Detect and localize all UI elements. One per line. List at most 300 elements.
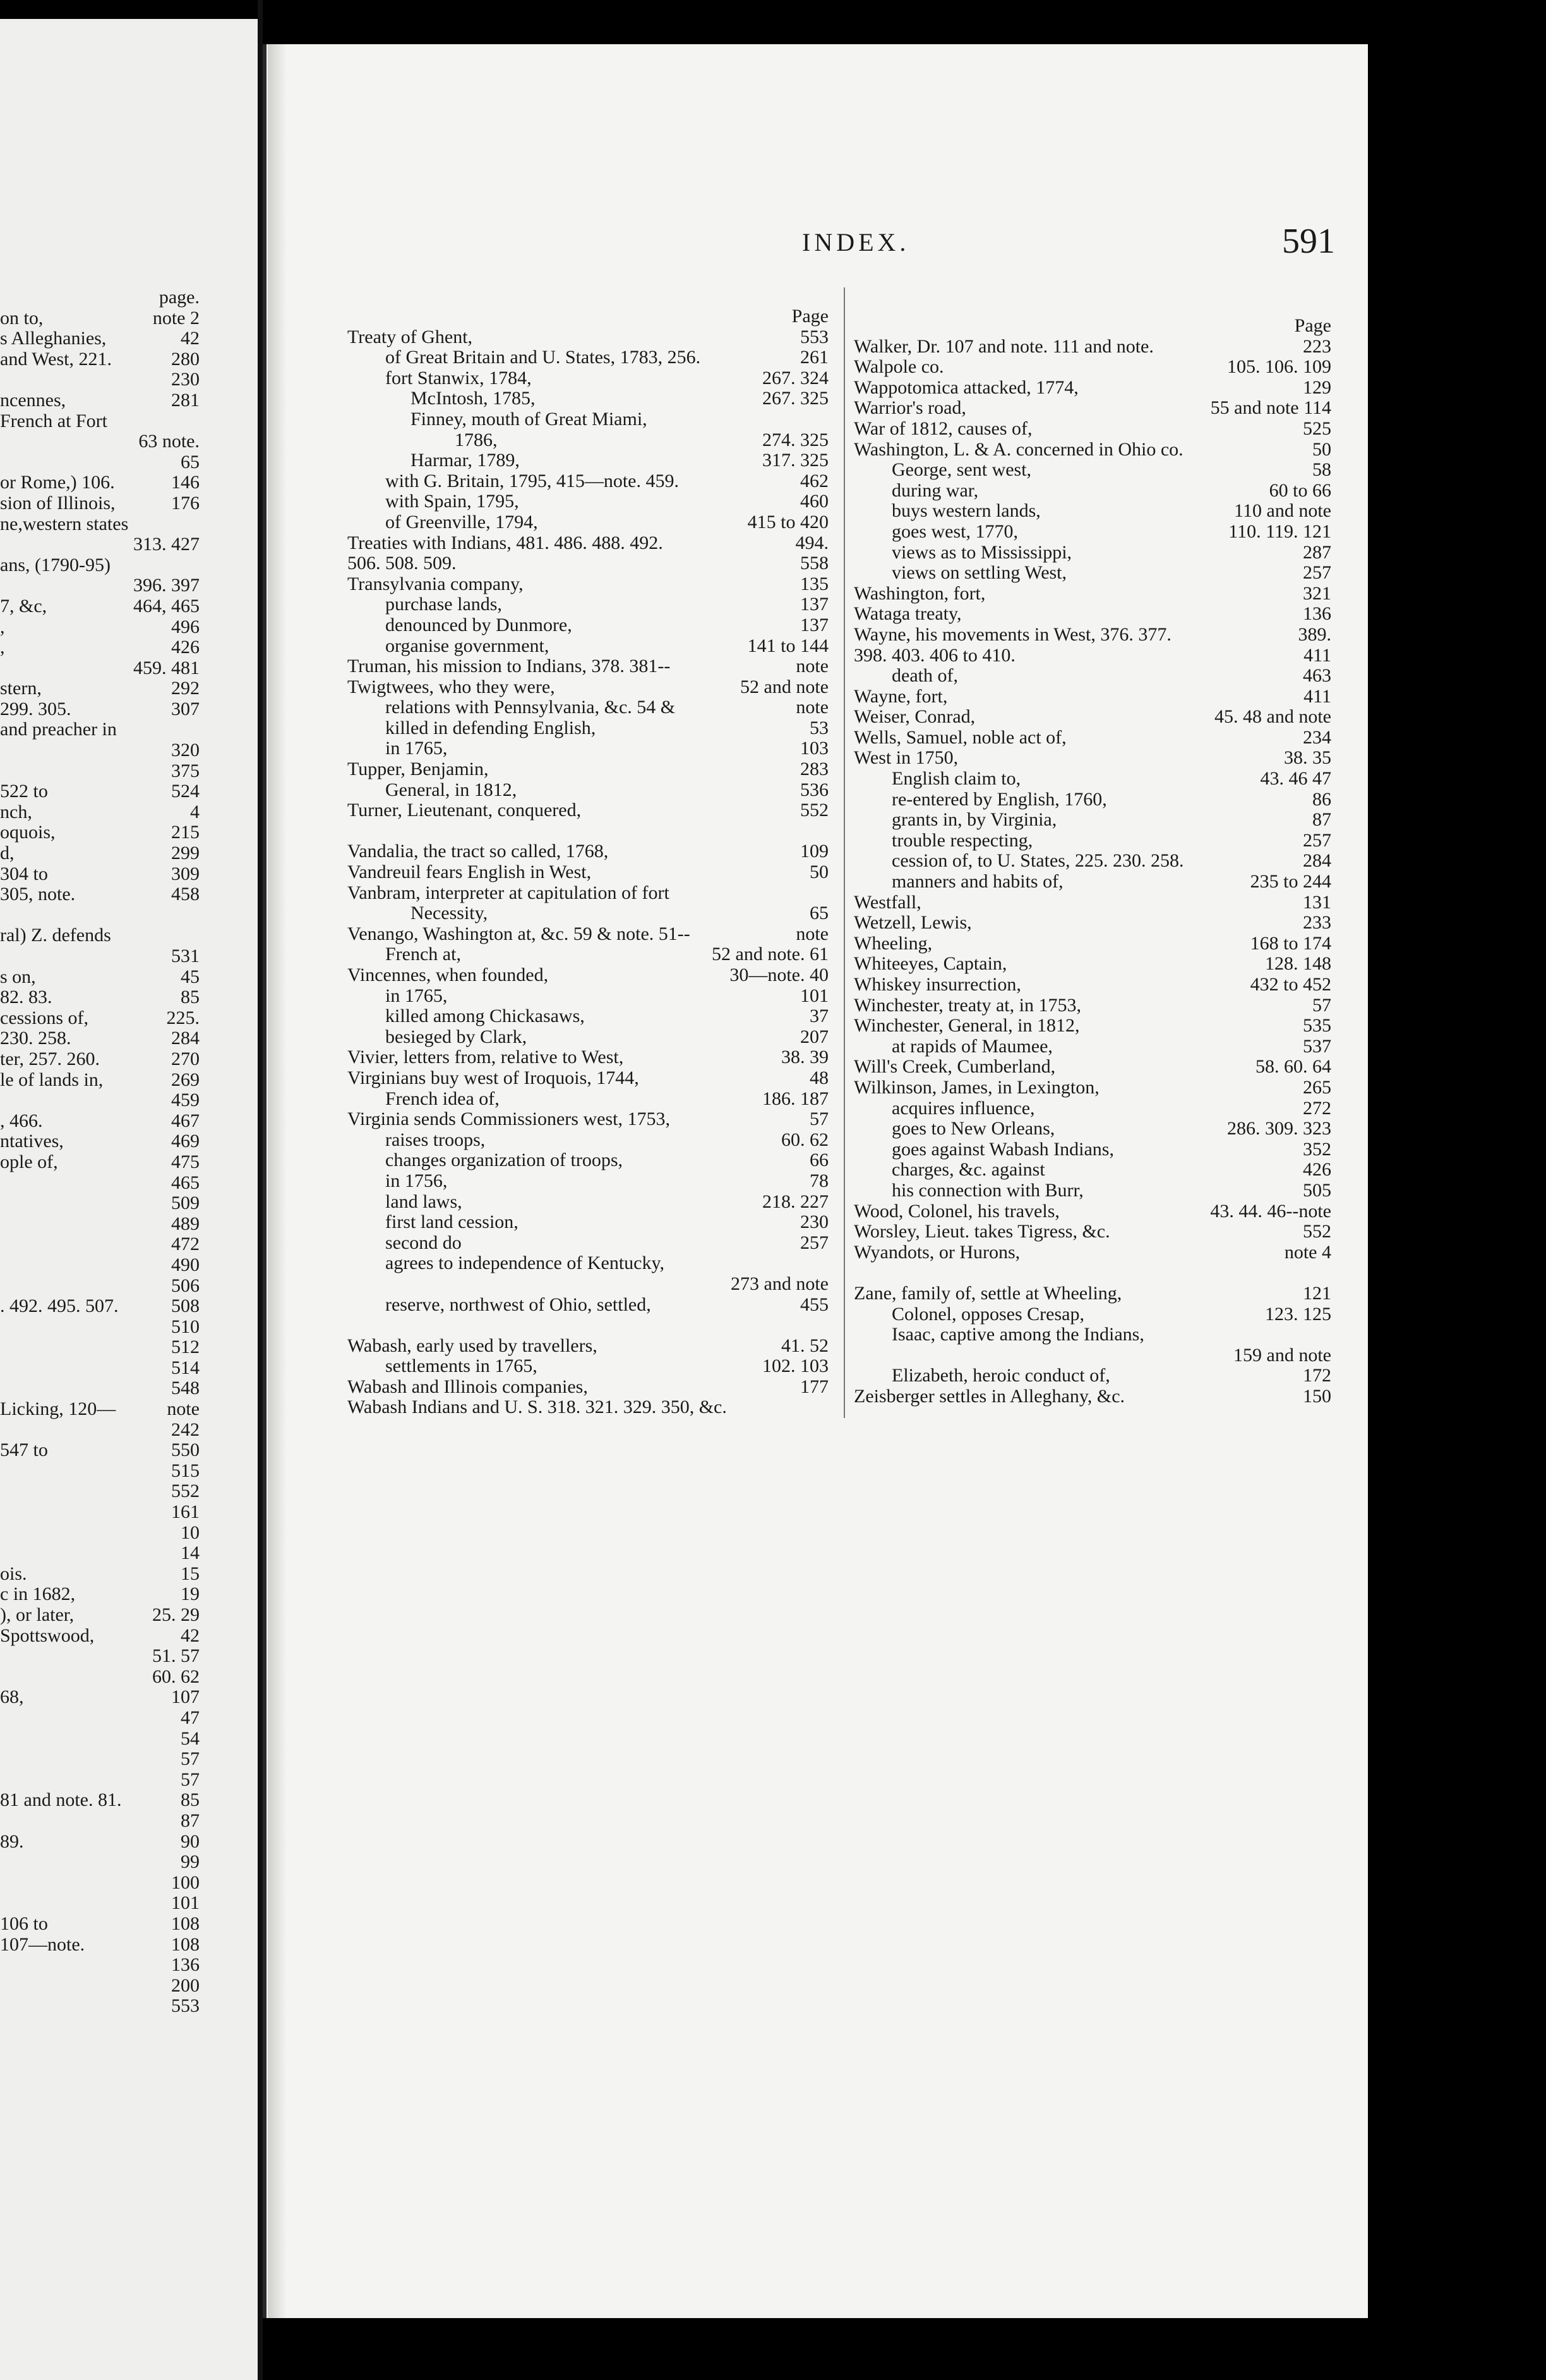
entry-text: ople of, [0,1151,58,1172]
entry-pages: 317. 325 [762,450,829,471]
index-entry [347,1047,829,1068]
entry-text: and West, 221. [0,348,112,370]
entry-pages: 284 [1303,850,1331,872]
entry-text: cessions of, [0,1007,88,1028]
entry-pages: 284 [171,1028,200,1049]
index-entry [347,821,829,842]
index-entry [0,822,200,843]
entry-pages: 552 [171,1481,200,1502]
entry-text: changes organization of troops, [385,1150,623,1171]
entry-text: Twigtwees, who they were, [347,676,555,697]
entry-pages: 464, 465 [133,595,200,616]
entry-pages: 267. 325 [762,388,829,409]
entry-pages: 186. 187 [762,1088,829,1109]
entry-text: 299. 305. [0,698,71,719]
entry-text: first land cession, [385,1211,518,1233]
entry-pages: 52 and note. 61 [712,944,829,965]
index-entry [0,637,200,658]
index-entry [347,1253,829,1274]
entry-pages: 273 and note [731,1273,829,1294]
entry-pages: 107 [171,1686,200,1708]
index-entry [347,924,829,945]
index-entry [347,327,829,348]
entry-pages: 58 [1312,459,1331,481]
entry-text: Virginians buy west of Iroquois, 1744, [347,1067,639,1088]
entry-text: 506. 508. 509. [347,553,457,574]
entry-pages: 57 [181,1769,200,1790]
entry-pages: 432 to 452 [1250,974,1331,995]
entry-text: Wells, Samuel, noble act of, [854,726,1067,748]
entry-pages: 60 to 66 [1269,479,1331,501]
entry-pages: 274. 325 [762,429,829,450]
index-entry [347,1377,829,1398]
entry-pages: 375 [171,760,200,781]
entry-text: Virginia sends Commissioners west, 1753, [347,1109,670,1130]
index-column-2 [854,316,1331,1407]
entry-pages: 47 [181,1707,200,1728]
index-entry [854,563,1331,584]
index-entry [347,512,829,533]
entry-text: Turner, Lieutenant, conquered, [347,800,582,821]
entry-text: 82. 83. [0,987,52,1008]
entry-text: Vandalia, the tract so called, 1768, [347,841,609,862]
entry-text: organise government, [385,635,549,656]
entry-pages: 553 [171,1995,200,2017]
index-entry [347,903,829,924]
index-entry [0,349,200,370]
index-entry [0,1296,200,1317]
index-entry [0,905,200,926]
index-entry [347,1089,829,1110]
entry-pages: 200 [171,1974,200,1996]
entry-pages: note 2 [152,307,200,328]
entry-text: George, sent west, [892,459,1032,481]
entry-text: settlements in 1765, [385,1355,537,1377]
index-entry [0,1523,200,1544]
entry-pages: 78 [810,1170,829,1191]
entry-pages: 43. 46 47 [1260,768,1331,790]
entry-pages: 87 [181,1810,200,1831]
entry-pages: 100 [171,1872,200,1893]
entry-text: ral) Z. defends [0,925,111,946]
index-entry [854,1304,1331,1325]
entry-pages: 396. 397 [133,575,200,596]
entry-pages: 52 and note [740,676,829,697]
index-entry [347,491,829,512]
index-entry [0,514,200,535]
entry-pages: 54 [181,1728,200,1749]
entry-pages: 137 [800,614,829,635]
index-entry [854,1139,1331,1160]
entry-pages: 55 and note 114 [1210,397,1331,419]
entry-text: Wappotomica attacked, 1774, [854,376,1079,398]
entry-pages: 313. 427 [133,534,200,555]
entry-text: Truman, his mission to Indians, 378. 381-- [347,656,671,677]
entry-pages: 411 [1303,685,1331,707]
entry-text: , [0,616,5,637]
entry-pages: 490 [171,1254,200,1275]
index-entry [0,431,200,452]
entry-text: Westfall, [854,891,921,913]
entry-pages: 508 [171,1295,200,1317]
index-entry [854,1016,1331,1037]
entry-pages: 307 [171,698,200,719]
entry-text: ), or later, [0,1604,75,1625]
entry-text: land laws, [385,1191,462,1212]
entry-pages: 176 [171,492,200,514]
entry-text: of Greenville, 1794, [385,511,538,532]
entry-pages: 141 to 144 [747,635,829,656]
entry-pages: 235 to 244 [1250,871,1331,892]
entry-pages: 53 [810,717,829,738]
entry-pages: 460 [800,491,829,512]
entry-text: 304 to [0,863,48,884]
entry-pages: note [796,656,829,677]
entry-pages: 108 [171,1933,200,1955]
entry-pages: 101 [800,985,829,1006]
entry-text: 398. 403. 406 to 410. [854,644,1016,666]
entry-pages: 550 [171,1439,200,1461]
entry-text: Walpole co. [854,356,944,378]
entry-pages: 467 [171,1110,200,1131]
column-divider [844,287,845,1418]
index-entry [854,1037,1331,1057]
entry-text: c in 1682, [0,1584,76,1605]
entry-text: in 1756, [385,1170,448,1191]
entry-pages: 168 to 174 [1250,932,1331,954]
entry-pages: 411 [1303,644,1331,666]
index-entry [0,1996,200,2017]
entry-text: 107—note. [0,1933,85,1955]
entry-pages: 512 [171,1337,200,1358]
entry-pages: 535 [1303,1015,1331,1037]
entry-pages: 469 [171,1131,200,1152]
left-index-column [0,287,200,2017]
index-entry [854,748,1331,769]
index-entry [347,1130,829,1151]
entry-pages: 261 [800,347,829,368]
entry-text: grants in, by Virginia, [892,809,1057,831]
entry-pages: 505 [1303,1179,1331,1201]
index-entry [854,790,1331,810]
entry-text: 547 to [0,1439,48,1461]
index-entry [854,1263,1331,1283]
entry-text: Wheeling, [854,932,933,954]
index-entry [854,522,1331,543]
index-entry [854,460,1331,481]
index-entry [854,584,1331,604]
scan-border [1368,0,1546,2380]
entry-text: views on settling West, [892,562,1067,584]
entry-pages: 65 [810,903,829,924]
index-entry [0,1461,200,1482]
entry-pages: 45 [181,966,200,987]
page-label: Page [791,306,829,327]
entry-text: oquois, [0,822,56,843]
index-entry [0,452,200,473]
index-entry [0,1234,200,1255]
index-entry [347,677,829,698]
entry-text: Washington, fort, [854,582,986,604]
entry-text: relations with Pennsylvania, &c. 54 & [385,697,676,718]
entry-pages: 415 to 420 [747,511,829,532]
entry-text: Licking, 120— [0,1398,116,1420]
entry-text: on to, [0,307,44,328]
index-entry [347,862,829,883]
entry-pages: 552 [800,800,829,821]
index-entry [0,1173,200,1194]
index-entry [347,1397,829,1418]
index-entry [0,1626,200,1647]
index-entry [854,666,1331,687]
index-entry [854,481,1331,502]
entry-text: Wood, Colonel, his travels, [854,1200,1060,1222]
entry-pages: 558 [800,553,829,574]
entry-pages: 489 [171,1213,200,1234]
index-entry [347,471,829,492]
index-entry [854,398,1331,419]
index-entry [347,430,829,451]
entry-text: 7, &c, [0,595,47,616]
entry-pages: note [796,697,829,718]
entry-pages: 150 [1303,1385,1331,1407]
entry-pages: 135 [800,573,829,594]
index-entry [854,378,1331,399]
index-entry [347,1295,829,1316]
entry-text: his connection with Burr, [892,1179,1084,1201]
index-entry [0,1935,200,1956]
index-entry [0,1090,200,1111]
entry-pages: 455 [800,1294,829,1315]
entry-text: Wabash Indians and U. S. 318. 321. 329. 350, &c. [347,1397,727,1418]
index-entry [854,625,1331,646]
entry-pages: 123. 125 [1265,1303,1331,1325]
entry-pages: 426 [1303,1159,1331,1181]
index-entry [0,1337,200,1358]
entry-pages: 524 [171,781,200,802]
entry-text: French at, [385,944,461,965]
index-entry [347,944,829,965]
index-entry [347,1171,829,1192]
index-entry [347,450,829,471]
entry-text: French at Fort [0,410,107,431]
index-column-1 [347,306,829,1418]
index-entry [0,925,200,946]
entry-text: le of lands in, [0,1069,104,1090]
entry-pages: 129 [1303,376,1331,398]
index-entry [347,409,829,430]
index-entry [0,864,200,885]
index-entry [0,1214,200,1235]
entry-pages: 269 [171,1069,200,1090]
index-entry [0,1028,200,1049]
index-entry [854,872,1331,892]
entry-pages: 48 [810,1067,829,1088]
index-entry [854,995,1331,1016]
entry-text: Treaties with Indians, 481. 486. 488. 492. [347,532,663,553]
index-entry [0,1481,200,1502]
entry-pages: 462 [800,470,829,491]
index-entry [0,1564,200,1585]
entry-text: Walker, Dr. 107 and note. 111 and note. [854,335,1154,357]
index-entry [0,884,200,905]
entry-text: Zane, family of, settle at Wheeling, [854,1282,1122,1304]
index-entry [854,831,1331,851]
entry-text: second do [385,1232,462,1253]
entry-pages: 42 [181,328,200,349]
entry-text: Wabash and Illinois companies, [347,1376,588,1397]
index-entry [0,1193,200,1214]
entry-pages: 85 [181,987,200,1008]
index-entry [0,1914,200,1935]
entry-pages: 65 [181,451,200,472]
index-entry [347,800,829,821]
entry-text: s Alleghanies, [0,328,107,349]
entry-pages: 472 [171,1234,200,1255]
index-entry [854,1057,1331,1078]
index-entry [347,1356,829,1377]
entry-pages: 99 [181,1851,200,1873]
index-entry [0,658,200,679]
index-entry [347,553,829,574]
index-entry [0,534,200,555]
entry-text: 230. 258. [0,1028,71,1049]
index-entry [347,759,829,780]
entry-text: goes west, 1770, [892,520,1018,542]
index-entry [854,1242,1331,1263]
entry-text: raises troops, [385,1129,486,1150]
entry-text: in 1765, [385,738,448,759]
entry-text: in 1765, [385,985,448,1006]
index-entry [854,1366,1331,1386]
entry-pages: 85 [181,1789,200,1811]
index-entry [854,1160,1331,1181]
index-entry [0,575,200,596]
entry-text: Warrior's road, [854,397,966,419]
entry-text: Washington, L. & A. concerned in Ohio co. [854,438,1183,460]
entry-pages: 321 [1303,582,1331,604]
page-title: INDEX. [802,228,910,256]
entry-pages: 25. 29 [152,1604,200,1625]
entry-pages: 136 [171,1954,200,1976]
entry-pages: 45. 48 and note [1214,706,1331,728]
entry-text: Wayne, fort, [854,685,948,707]
entry-pages: 161 [171,1501,200,1523]
entry-pages: 137 [800,594,829,615]
entry-text: 522 to [0,781,48,802]
index-entry [0,1873,200,1894]
index-entry [0,843,200,864]
index-entry [347,1315,829,1336]
index-entry [0,370,200,390]
index-entry [347,1109,829,1130]
index-entry [854,892,1331,913]
entry-pages: 515 [171,1460,200,1481]
index-entry [0,699,200,720]
entry-text: during war, [892,479,979,501]
index-entry [0,1131,200,1152]
entry-text: s on, [0,966,36,987]
entry-pages: 60. 62 [781,1129,829,1150]
entry-pages: 50 [1312,438,1331,460]
entry-text: Colonel, opposes Cresap, [892,1303,1084,1325]
entry-pages: 257 [800,1232,829,1253]
index-entry [854,1283,1331,1304]
entry-pages: 257 [1303,562,1331,584]
entry-text: goes against Wabash Indians, [892,1138,1114,1160]
entry-pages: 287 [1303,541,1331,563]
index-entry [347,388,829,409]
index-entry [347,697,829,718]
entry-pages: 270 [171,1048,200,1069]
index-entry [0,1276,200,1297]
index-entry [0,1420,200,1441]
index-entry [0,1317,200,1338]
entry-pages: 514 [171,1357,200,1378]
entry-text: Transylvania company, [347,573,524,594]
index-entry [347,636,829,657]
entry-text: Vandreuil fears English in West, [347,862,592,883]
index-entry [854,1345,1331,1366]
entry-pages: 459 [171,1090,200,1111]
entry-pages: 4 [190,801,200,822]
index-entry [0,1584,200,1605]
index-entry [0,411,200,432]
entry-text: re-entered by English, 1760, [892,788,1107,810]
entry-text: of Great Britain and U. States, 1783, 256. [385,347,701,368]
index-entry [0,1152,200,1173]
index-entry [0,1399,200,1420]
entry-text: Whiskey insurrection, [854,974,1021,995]
index-entry [0,678,200,699]
entry-pages: 292 [171,678,200,699]
entry-pages: 463 [1303,665,1331,687]
index-entry [854,728,1331,748]
index-entry [0,1502,200,1523]
entry-pages: 283 [800,759,829,780]
index-entry [0,617,200,638]
index-entry [0,596,200,617]
index-entry [0,1790,200,1811]
entry-text: 106 to [0,1913,48,1934]
entry-pages: 531 [171,946,200,966]
entry-pages: 60. 62 [152,1666,200,1687]
entry-text: , 466. [0,1110,43,1131]
index-entry [0,390,200,411]
entry-pages: 475 [171,1151,200,1172]
entry-text: purchase lands, [385,594,502,615]
entry-pages: 286. 309. 323 [1227,1118,1331,1139]
index-entry [347,883,829,904]
entry-text: ntatives, [0,1131,64,1152]
entry-text: ncennes, [0,389,66,411]
entry-pages: 509 [171,1193,200,1214]
entry-text: with G. Britain, 1795, 415—note. 459. [385,470,679,491]
index-entry [0,1605,200,1626]
entry-text: Wayne, his movements in West, 376. 377. [854,623,1171,645]
index-entry [854,1078,1331,1098]
entry-pages: 537 [1303,1035,1331,1057]
entry-pages: 552 [1303,1221,1331,1242]
entry-text: and preacher in [0,719,117,740]
entry-pages: 459. 481 [133,657,200,678]
entry-pages: 14 [181,1542,200,1564]
entry-pages: 58. 60. 64 [1255,1056,1331,1078]
entry-text: Necessity, [410,903,488,924]
entry-text: with Spain, 1795, [385,491,519,512]
entry-pages: 63 note. [138,431,200,452]
entry-text: Winchester, treaty at, in 1753, [854,994,1081,1016]
